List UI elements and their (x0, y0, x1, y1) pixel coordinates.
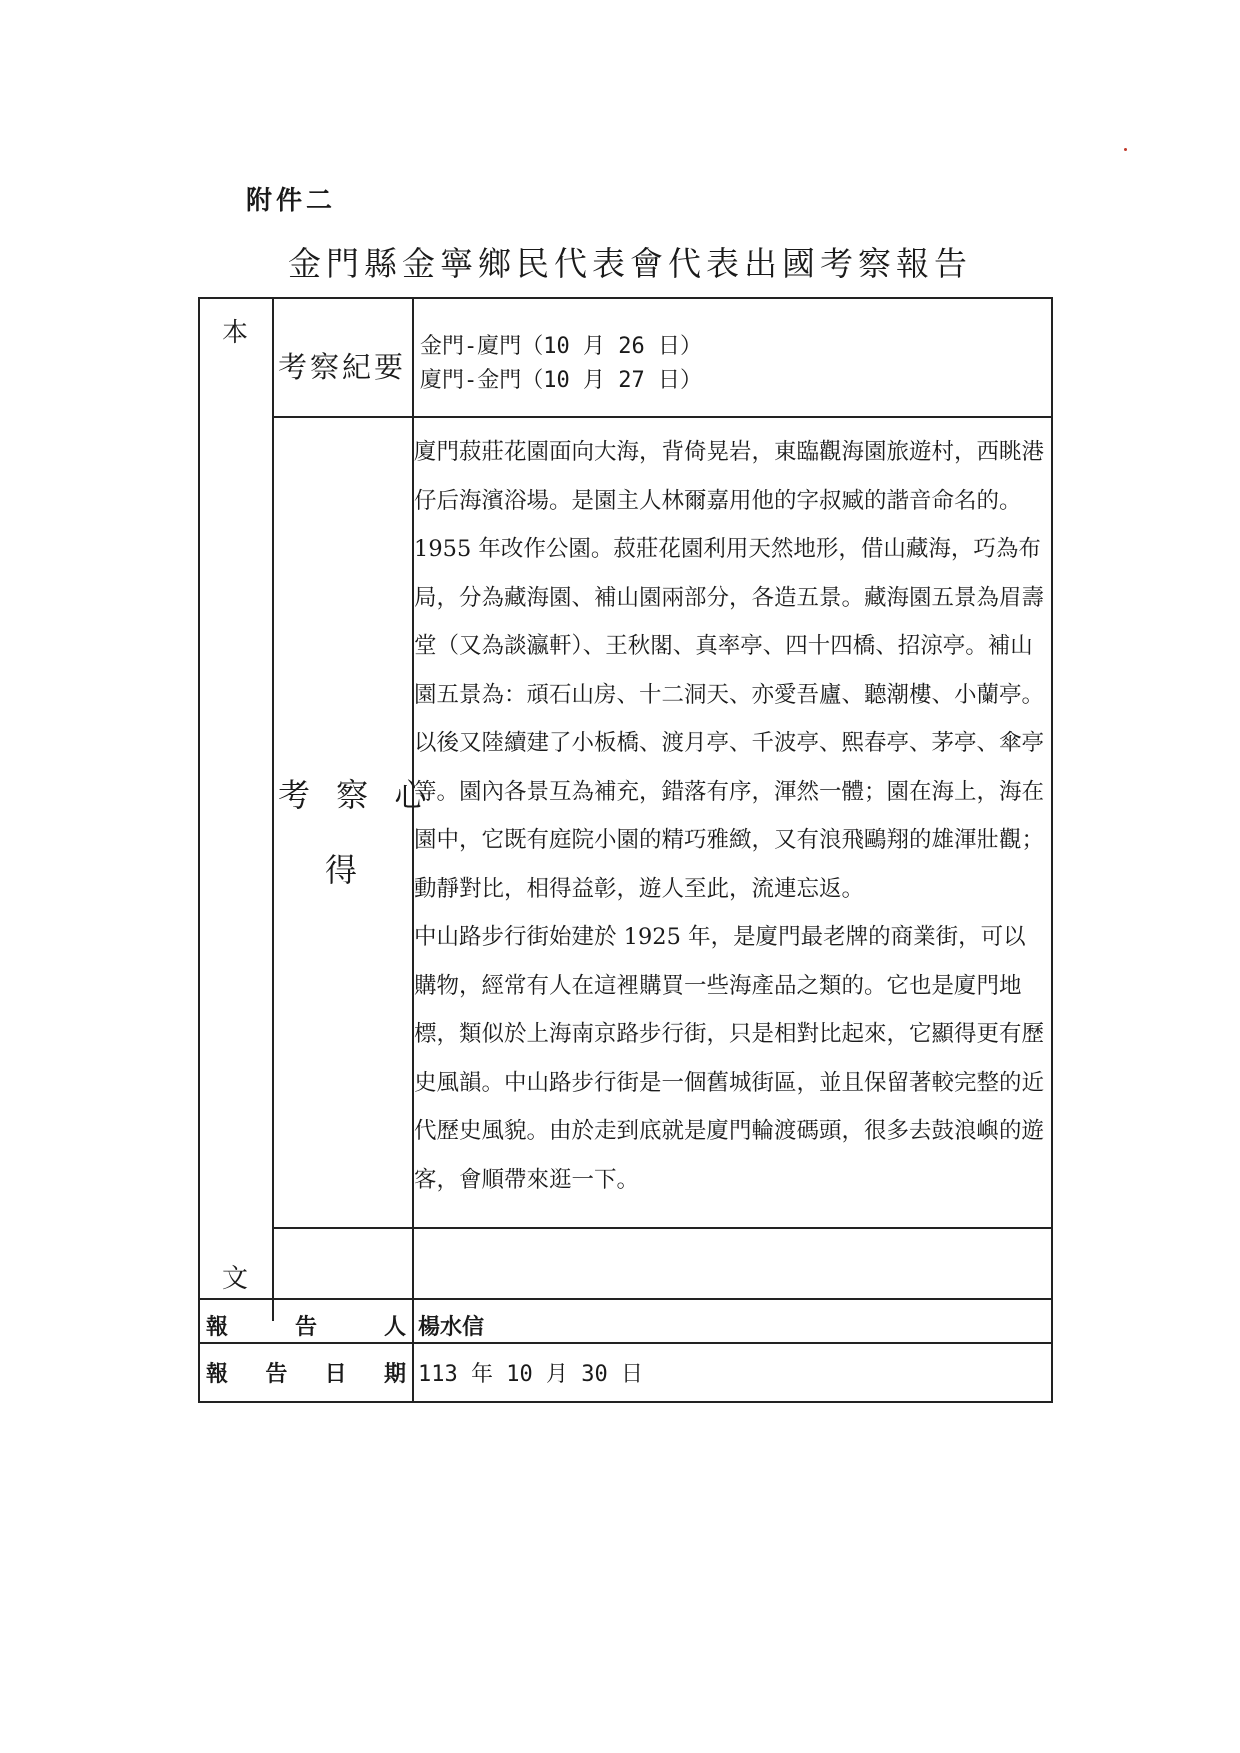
reporter-label: 報 告 人 (206, 1314, 406, 1340)
side-label-top: 本 (221, 318, 248, 348)
scan-speck (1124, 148, 1127, 151)
reflection-paragraph: 中山路步行街始建於 1925 年，是廈門最老牌的商業街，可以購物，經常有人在這裡購買一些海產品之類的。它也是廈門地標，類似於上海南京路步行街，只是相對比起來，它顯得更有歷史風韻。中山路步行街是一個舊城街區，並且保留著較完整的近代歷史風貌。由於走到底就是廈門輪渡碼頭，很多去鼓浪嶼的遊客，會順帶來逛一下。 (414, 924, 1045, 1193)
divider-left-column (272, 297, 274, 1321)
report-date-label: 報 告 日 期 (206, 1361, 406, 1387)
divider-body-bottom (198, 1298, 1053, 1300)
report-date-value: 113 年 10 月 30 日 (418, 1362, 643, 1387)
reflection-label: 考 察 心 (278, 776, 435, 814)
reflection-paragraph: 廈門菽莊花園面向大海，背倚晃岩，東臨觀海園旅遊村，西眺港仔后海濱浴場。是園主人林爾嘉用他的字叔臧的諧音命名的。1955 年改作公園。菽莊花園利用天然地形，借山藏海，巧為布局，分為藏海園、補山園兩部分，各造五景。藏海園五景為眉壽堂（又為談瀛軒）、王秋閣、真率亭、四十四橋、招涼亭。補山園五景為：頑石山房、十二洞天、亦愛吾廬、聽潮樓、小蘭亭。以後又陸續建了小板橋、渡月亭、千波亭、熙春亭、茅亭、傘亭等。園內各景互為補充，錯落有序，渾然一體；園在海上，海在園中，它既有庭院小園的精巧雅緻，又有浪飛鷗翔的雄渾壯觀；動靜對比，相得益彰，遊人至此，流連忘返。 (414, 439, 1045, 902)
outline-line: 廈門-金門（10 月 27 日） (420, 368, 702, 393)
outline-content (420, 330, 702, 398)
reflection-label-continued: 得 (325, 851, 358, 889)
document-title: 金門縣金寧鄉民代表會代表出國考察報告 (288, 244, 972, 283)
reflection-content (414, 428, 1044, 1204)
attachment-label: 附件二 (246, 186, 337, 216)
divider-reporter-bottom (198, 1342, 1053, 1344)
side-label-bottom: 文 (221, 1264, 248, 1294)
outline-label: 考察紀要 (278, 350, 407, 384)
divider-outline-bottom (272, 416, 1053, 418)
reporter-name: 楊水信 (418, 1315, 485, 1340)
divider-reflection-bottom (272, 1227, 1053, 1229)
outline-line: 金門-廈門（10 月 26 日） (420, 334, 702, 359)
